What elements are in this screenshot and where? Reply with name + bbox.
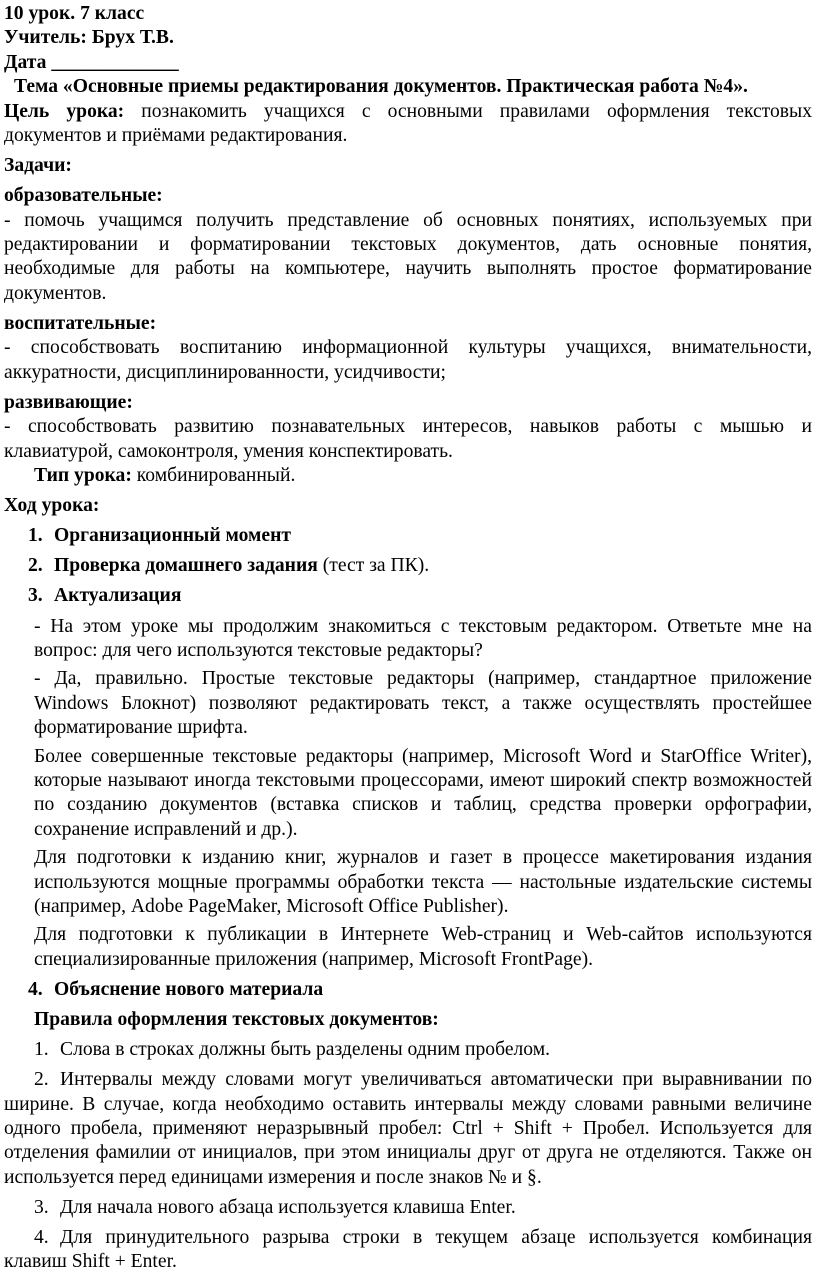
actualization-paragraph: Для подготовки к публикации в Интернете Web-страниц и Web-сайтов используются специализированные приложения (например, Microsoft FrontPage). xyxy=(34,924,812,970)
teacher-line: Учитель: Брух Т.В. xyxy=(4,27,174,49)
lesson-type-label: Тип урока: xyxy=(34,465,132,487)
course-item-number: 2. xyxy=(28,555,43,577)
rule-text: Слова в строках должны быть разделены одним пробелом. xyxy=(60,1039,551,1061)
rule-item xyxy=(4,1068,812,1190)
course-item-title: Актуализация xyxy=(54,585,182,607)
tasks-heading: Задачи: xyxy=(4,155,72,177)
course-item xyxy=(4,584,812,608)
course-heading: Ход урока: xyxy=(4,495,100,517)
rule-text: Интервалы между словами могут увеличиваться автоматически при выравнивании по ширине. В случае, когда необходимо оставить интервалы между словами равными величине одного пробела, применяют неразрывный пробел: Ctrl + Shift + Пробел. Используется для отделения фамилии от инициалов, при этом инициалы друг от друга не отделяются. Также он используется перед единицами измерения и после знаков № и §. xyxy=(4,1069,812,1188)
course-item-number: 3. xyxy=(28,585,43,607)
rule-item xyxy=(4,1226,812,1275)
course-item xyxy=(4,524,812,548)
lesson-header: 10 урок. 7 класс xyxy=(4,3,145,24)
lesson-type xyxy=(4,464,812,488)
rule-item xyxy=(4,1196,812,1220)
actualization-paragraph: - Да, правильно. Простые текстовые редакторы (например, стандартное приложение Windows Блокнот) позволяют редактировать текст, а также осуществлять простейшее форматирование шрифта. xyxy=(34,668,812,739)
actualization-paragraph: Для подготовки к изданию книг, журналов и газет в процессе макетирования издания используются мощные программы обработки текста — настольные издательские системы (например, Adobe PageMaker, Microsoft Office Publisher). xyxy=(34,847,812,917)
developing-label: развивающие: xyxy=(4,391,133,413)
course-item-number: 4. xyxy=(28,978,43,1000)
lesson-topic: Тема «Основные приемы редактирования документов. Практическая работа №4». xyxy=(14,76,748,98)
rule-text: Для начала нового абзаца используется клавиша Enter. xyxy=(60,1196,516,1218)
course-item-title: Проверка домашнего задания xyxy=(54,555,318,577)
developing-text: - способствовать развитию познавательных интересов, навыков работы с мышью и клавиатурой, самоконтроля, умения конспектировать. xyxy=(4,416,812,462)
rule-number: 3. xyxy=(34,1196,49,1218)
lesson-type-text: комбинированный. xyxy=(131,465,296,487)
upbringing-text: - способствовать воспитанию информационной культуры учащихся, внимательности, аккуратности, дисциплинированности, усидчивости; xyxy=(4,337,812,383)
course-item-title: Объяснение нового материала xyxy=(54,978,324,1000)
educational-label: образовательные: xyxy=(4,185,163,207)
rule-number: 2. xyxy=(34,1069,49,1091)
course-item-number: 1. xyxy=(28,525,43,547)
lesson-goal xyxy=(4,100,812,149)
goal-label: Цель урока: xyxy=(4,100,125,122)
course-item xyxy=(4,554,812,578)
actualization-paragraph: - На этом уроке мы продолжим знакомиться с текстовым редактором. Ответьте мне на вопрос: для чего используются текстовые редакторы? xyxy=(34,615,812,661)
course-item-extra: (тест за ПК). xyxy=(317,555,430,577)
course-item xyxy=(4,978,812,1002)
course-item-title: Организационный момент xyxy=(54,525,291,547)
actualization-paragraph: Более совершенные текстовые редакторы (например, Microsoft Word и StarOffice Writer), которые называют иногда текстовыми процессорами, имеют широкий спектр возможностей по созданию документов (вставка списков и таблиц, средства проверки орфографии, сохранение исправлений и др.). xyxy=(34,745,812,840)
rule-number: 4. xyxy=(34,1227,49,1248)
rules-heading: Правила оформления текстовых документов: xyxy=(34,1009,439,1030)
rule-number: 1. xyxy=(34,1039,49,1061)
educational-text: - помочь учащимся получить представление об основных понятиях, используемых при редактировании и форматировании текстовых документов, дать основные понятия, необходимые для работы на компьютере, научить выполнять простое форматирование документов. xyxy=(4,209,812,304)
date-line: Дата _____________ xyxy=(4,51,179,73)
goal-text: познакомить учащихся с основными правилами оформления текстовых документов и приёмами редактирования. xyxy=(4,100,812,147)
upbringing-label: воспитательные: xyxy=(4,312,157,334)
rule-text: Для принудительного разрыва строки в текущем абзаце используется комбинация клавиш Shift + Enter. xyxy=(4,1227,812,1273)
rule-item xyxy=(4,1038,812,1062)
